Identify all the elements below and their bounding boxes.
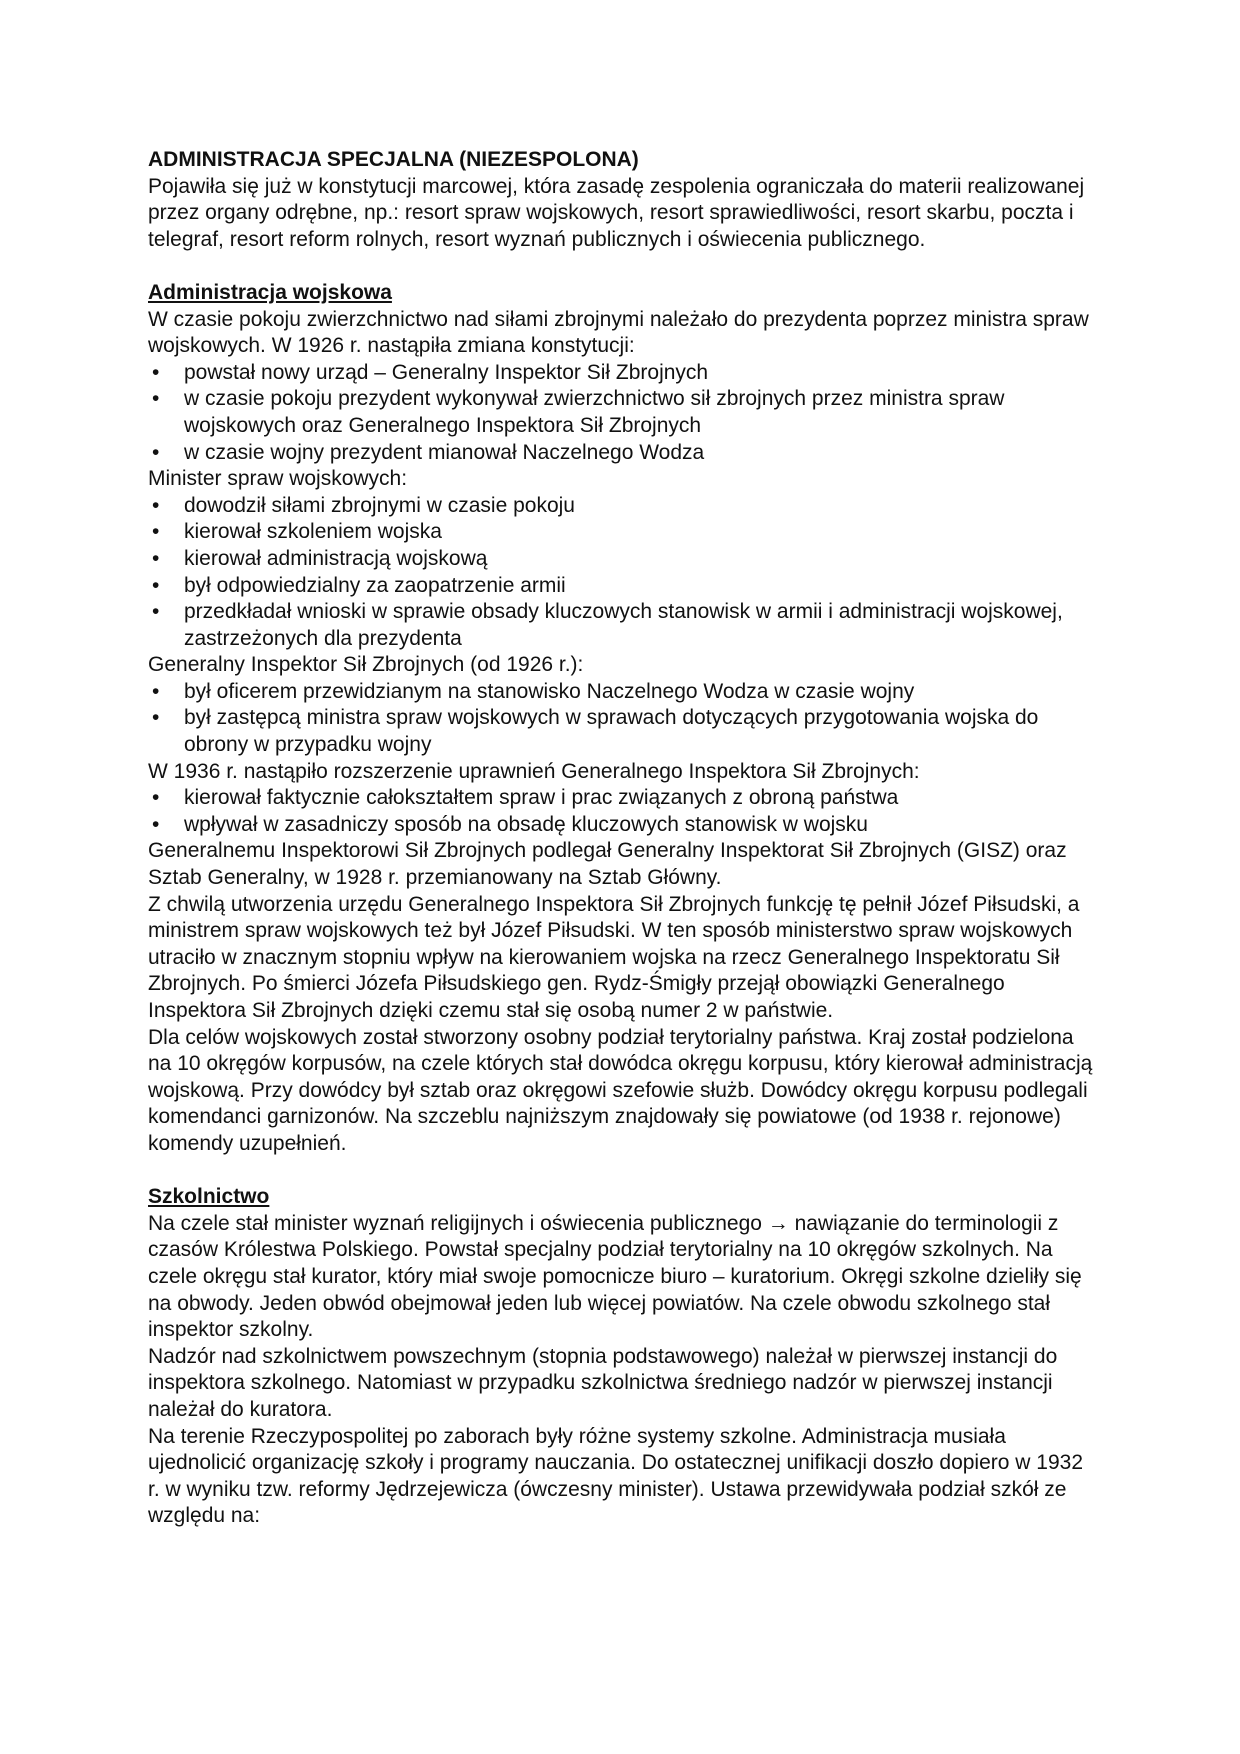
- list-item: [148, 440, 1098, 467]
- list-item: [148, 493, 1098, 520]
- list-item-text: kierował szkoleniem wojska: [184, 520, 442, 544]
- bullet-icon: •: [152, 786, 160, 810]
- list-item: [148, 573, 1098, 600]
- spacer: [148, 253, 1098, 280]
- list-item: [148, 785, 1098, 812]
- list-item-text: był oficerem przewidzianym na stanowisko Naczelnego Wodza w czasie wojny: [184, 679, 915, 703]
- list-item-text: powstał nowy urząd – Generalny Inspektor Sił Zbrojnych: [184, 360, 709, 384]
- military-list-4: [148, 785, 1098, 838]
- military-list-2: [148, 493, 1098, 653]
- section-heading-education: Szkolnictwo: [148, 1185, 270, 1209]
- list-item: [148, 386, 1098, 439]
- list-item: [148, 812, 1098, 839]
- list-item: [148, 546, 1098, 573]
- bullet-icon: •: [152, 679, 160, 703]
- list-item-text: kierował administracją wojskową: [184, 546, 488, 570]
- bullet-icon: •: [152, 520, 160, 544]
- bullet-icon: •: [152, 706, 160, 730]
- bullet-icon: •: [152, 600, 160, 624]
- list-item: [148, 519, 1098, 546]
- education-paragraph-3: Na terenie Rzeczypospolitej po zaborach były różne systemy szkolne. Administracja musiała ujednolicić organizację szkoły i programy nauczania. Do ostatecznej unifikacji doszło dopiero w 1932 r. w wyniku tzw. reformy Jędrzejewicza (ówczesny minister). Ustawa przewidywała podział szkół ze względu na:: [148, 1424, 1084, 1528]
- list-item: [148, 599, 1098, 652]
- list-item-text: dowodził siłami zbrojnymi w czasie pokoju: [184, 493, 575, 517]
- intro-paragraph: Pojawiła się już w konstytucji marcowej, która zasadę zespolenia ograniczała do materii realizowanej przez organy odrębne, np.: resort spraw wojskowych, resort sprawiedliwości, resort skarbu, poczta i telegraf, resort reform rolnych, resort wyznań publicznych i oświecenia publicznego.: [148, 174, 1085, 251]
- military-paragraph-4: W 1936 r. nastąpiło rozszerzenie uprawnień Generalnego Inspektora Sił Zbrojnych:: [148, 759, 920, 783]
- list-item-text: był odpowiedzialny za zaopatrzenie armii: [184, 573, 566, 597]
- bullet-icon: •: [152, 546, 160, 570]
- education-paragraph-2: Nadzór nad szkolnictwem powszechnym (stopnia podstawowego) należał w pierwszej instancji do inspektora szkolnego. Natomiast w przypadku szkolnictwa średniego nadzór w pierwszej instancji należał do kuratora.: [148, 1344, 1058, 1421]
- list-item-text: wpływał w zasadniczy sposób na obsadę kluczowych stanowisk w wojsku: [184, 812, 868, 836]
- military-paragraph-7: Dla celów wojskowych został stworzony osobny podział terytorialny państwa. Kraj został podzielona na 10 okręgów korpusów, na czele których stał dowódca okręgu korpusu, który kierował administracją wojskową. Przy dowódcy był sztab oraz okręgowi szefowie służb. Dowódcy okręgu korpusu podlegali komendanci garnizonów. Na szczeblu najniższym znajdowały się powiatowe (od 1938 r. rejonowe) komendy uzupełnień.: [148, 1025, 1093, 1155]
- section-heading-military: Administracja wojskowa: [148, 280, 392, 304]
- military-paragraph-2: Minister spraw wojskowych:: [148, 467, 408, 491]
- bullet-icon: •: [152, 440, 160, 464]
- military-paragraph-6: Z chwilą utworzenia urzędu Generalnego Inspektora Sił Zbrojnych funkcję tę pełnił Józef Piłsudski, a ministrem spraw wojskowych też był Józef Piłsudski. W ten sposób ministerstwo spraw wojskowych utraciło w znacznym stopniu wpływ na kierowaniem wojska na rzecz Generalnego Inspektoratu Sił Zbrojnych. Po śmierci Józefa Piłsudskiego gen. Rydz-Śmigły przejął obowiązki Generalnego Inspektora Sił Zbrojnych dzięki czemu stał się osobą numer 2 w państwie.: [148, 892, 1080, 1022]
- military-paragraph-3: Generalny Inspektor Sił Zbrojnych (od 1926 r.):: [148, 653, 584, 677]
- education-paragraph-1: Na czele stał minister wyznań religijnych i oświecenia publicznego → nawiązanie do terminologii z czasów Królestwa Polskiego. Powstał specjalny podział terytorialny na 10 okręgów szkolnych. Na czele okręgu stał kurator, który miał swoje pomocnicze biuro – kuratorium. Okręgi szkolne dzieliły się na obwody. Jeden obwód obejmował jeden lub więcej powiatów. Na czele obwodu szkolnego stał inspektor szkolny.: [148, 1211, 1082, 1342]
- list-item-text: kierował faktycznie całokształtem spraw i prac związanych z obroną państwa: [184, 786, 899, 810]
- list-item-text: był zastępcą ministra spraw wojskowych w sprawach dotyczących przygotowania wojska do obrony w przypadku wojny: [184, 706, 1039, 757]
- document-title: ADMINISTRACJA SPECJALNA (NIEZESPOLONA): [148, 148, 639, 171]
- military-list-1: [148, 360, 1098, 466]
- list-item-text: w czasie wojny prezydent mianował Naczelnego Wodza: [184, 440, 705, 464]
- document-page: [148, 147, 1098, 1530]
- list-item-text: w czasie pokoju prezydent wykonywał zwierzchnictwo sił zbrojnych przez ministra spraw wojskowych oraz Generalnego Inspektora Sił Zbrojnych: [184, 387, 1005, 437]
- bullet-icon: •: [152, 493, 160, 517]
- bullet-icon: •: [152, 387, 160, 411]
- list-item: [148, 679, 1098, 706]
- military-paragraph-1: W czasie pokoju zwierzchnictwo nad siłami zbrojnymi należało do prezydenta poprzez ministra spraw wojskowych. W 1926 r. nastąpiła zmiana konstytucji:: [148, 307, 1089, 358]
- bullet-icon: •: [152, 812, 160, 836]
- list-item: [148, 705, 1098, 758]
- military-paragraph-5: Generalnemu Inspektorowi Sił Zbrojnych podlegał Generalny Inspektorat Sił Zbrojnych (GISZ) oraz Sztab Generalny, w 1928 r. przemianowany na Sztab Główny.: [148, 839, 1067, 890]
- list-item-text: przedkładał wnioski w sprawie obsady kluczowych stanowisk w armii i administracji wojskowej, zastrzeżonych dla prezydenta: [184, 600, 1063, 650]
- bullet-icon: •: [152, 360, 160, 384]
- spacer: [148, 1158, 1098, 1185]
- military-list-3: [148, 679, 1098, 759]
- bullet-icon: •: [152, 573, 160, 597]
- list-item: [148, 360, 1098, 387]
